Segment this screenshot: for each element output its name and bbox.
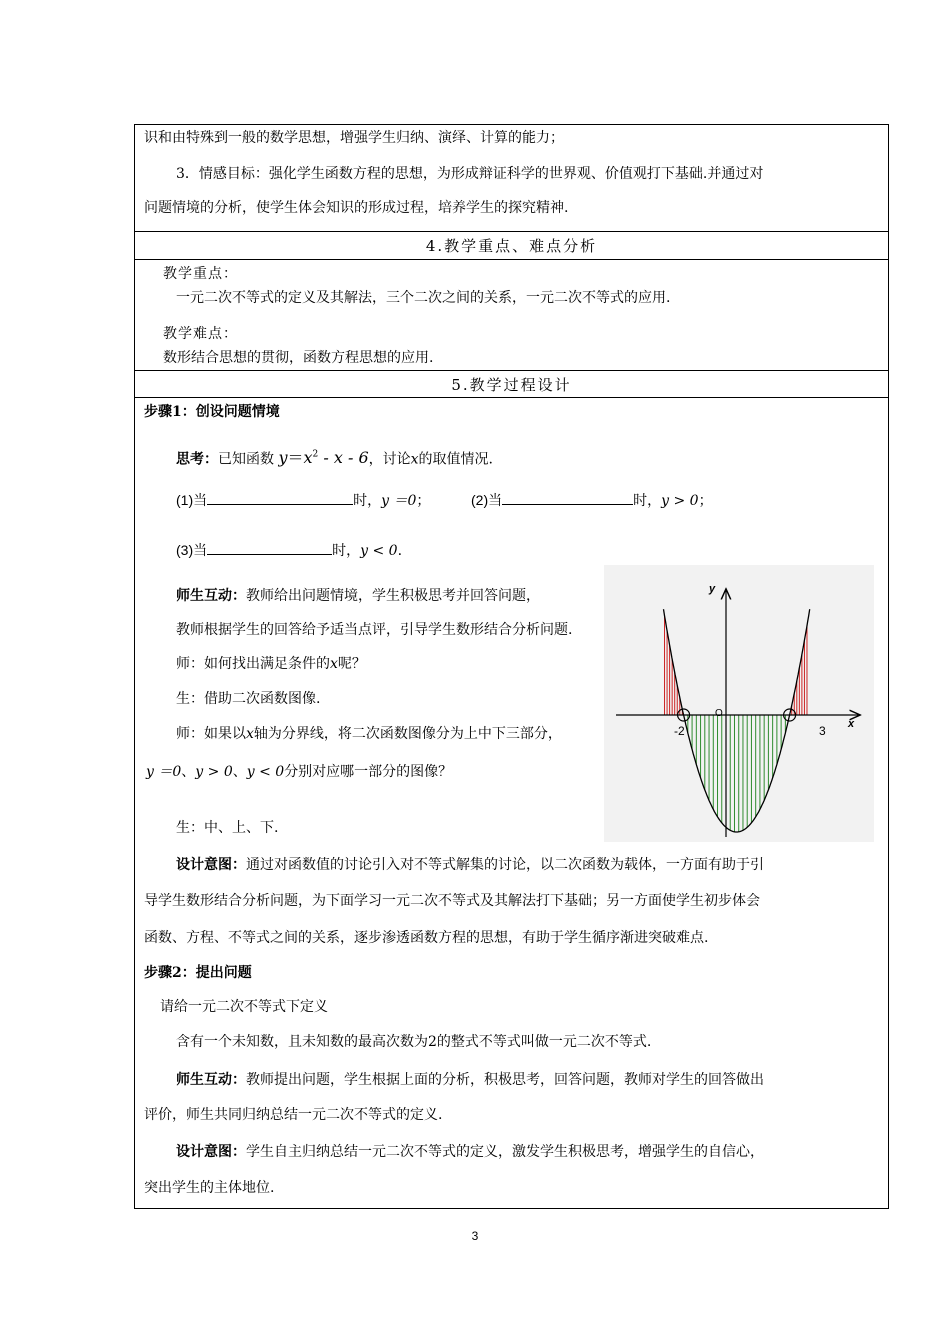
design-intent-label-2: 设计意图： [176,1144,246,1160]
formula-exponent: 2 [312,450,319,460]
tq1-post: 呢？ [337,656,366,672]
x-axis-label: x [848,718,855,730]
section-5-title: 5.教学过程设计 [451,376,572,394]
tq2-var: x [246,726,254,742]
separator: 、 [232,764,247,780]
interaction-text-2: 教师提出问题，学生根据上面的分析，积极思考，回答问题，教师对学生的回答做出 [246,1072,764,1088]
objectives-line: 问题情境的分析，使学生体会知识的形成过程，培养学生的探究精神. [144,200,569,216]
formula-eq: ＝ [287,448,304,468]
hatch-below-region [688,715,786,832]
interaction-text: 教师给出问题情境，学生积极思考并回答问题， [246,588,540,604]
tq1-pre: 师：如何找出满足条件的 [176,656,330,672]
root-left-label: -2 [674,724,685,738]
interaction-line: 教师根据学生的回答给予适当点评，引导学生数形结合分析问题. [176,622,573,638]
design-intent-label: 设计意图： [176,857,246,873]
condition-lt: y < 0 [246,764,285,780]
q3-end: . [397,543,403,559]
hatch-above-region [665,616,807,715]
answer-blank-2[interactable] [502,490,633,505]
q3-pre: (3)当 [176,542,208,558]
teacher-question-2-cont [146,762,452,782]
interaction-line-2: 评价，师生共同归纳总结一元二次不等式的定义. [144,1107,443,1123]
interaction-label: 师生互动： [176,588,246,604]
q2-condition: y > 0 [661,493,699,509]
root-right-label: 3 [819,724,826,738]
formula-x: x [303,448,313,468]
key-points-text: 一元二次不等式的定义及其解法，三个二次之间的关系，一元二次不等式的应用. [176,290,671,306]
key-points-label: 教学重点： [163,266,238,282]
tq2-pre: 师：如果以 [176,726,246,742]
question-2 [471,490,713,511]
section-4-title: 4.教学重点、难点分析 [425,237,598,255]
design-intent-line-2: 突出学生的主体地位. [144,1180,275,1196]
tq2-post: 轴为分界线，将二次函数图像分为上中下三部分， [253,726,562,742]
row-divider [134,231,889,232]
design-intent-line: 导学生数形结合分析问题，为下面学习一元二次不等式及其解法打下基础；另一方面使学生初步体会 [144,893,760,909]
condition-eq: y ＝0 [146,764,182,780]
q3-condition: y < 0 [360,543,398,559]
question-3 [176,540,402,561]
interaction-line-2 [176,1070,764,1090]
q1-end: ； [416,493,431,509]
think-label: 思考： [176,451,218,468]
q2-post: 时， [633,493,662,509]
design-intent-line-2 [176,1142,764,1162]
q1-condition: y ＝0 [381,493,417,509]
think-mid: ，讨论 [368,451,411,468]
condition-gt: y > 0 [195,764,233,780]
step-2-title: 步骤2：提出问题 [144,965,252,981]
q1-pre: (1)当 [176,492,208,508]
q2-pre: (2)当 [471,492,503,508]
answer-blank-1[interactable] [207,490,353,505]
row-divider [134,370,889,371]
row-divider [134,397,889,398]
interaction-label-2: 师生互动： [176,1072,246,1088]
question-1 [176,490,430,511]
definition-prompt: 请给一元二次不等式下定义 [160,999,328,1015]
student-answer-1: 生：借助二次函数图像. [176,691,321,707]
formula-rest: - x - 6 [318,448,369,468]
row-divider [134,259,889,260]
parabola-svg [604,565,874,842]
interaction-line [176,586,540,606]
objectives-line: 识和由特殊到一般的数学思想，增强学生归纳、演绎、计算的能力； [144,130,564,146]
design-intent-line: 函数、方程、不等式之间的关系，逐步渗透函数方程的思想，有助于学生循序渐进突破难点. [144,930,709,946]
answer-blank-3[interactable] [207,540,332,555]
separator: 、 [181,764,196,780]
step-1-title: 步骤1：创设问题情境 [144,404,280,420]
objectives-line: 3．情感目标：强化学生函数方程的思想，为形成辩证科学的世界观、价值观打下基础.并通过对 [176,166,764,182]
teacher-question-1 [176,654,366,674]
origin-label: O [715,708,723,719]
think-pre: 已知函数 [218,451,274,468]
definition-text: 含有一个未知数，且未知数的最高次数为2的整式不等式叫做一元二次不等式. [176,1034,652,1050]
design-intent-line [176,855,764,875]
difficulty-text: 数形结合思想的贯彻，函数方程思想的应用. [163,350,434,366]
design-intent-text: 通过对函数值的讨论引入对不等式解集的讨论，以二次函数为载体，一方面有助于引 [246,857,764,873]
think-var: x [410,451,419,468]
student-answer-2: 生：中、上、下. [176,820,279,836]
page-number: 3 [471,1229,479,1243]
teacher-question-2 [176,724,562,744]
think-question [176,445,493,469]
y-axis-label: y [709,583,716,595]
q2-end: ； [698,493,713,509]
q1-post: 时， [353,493,382,509]
q3-post: 时， [332,543,361,559]
formula-y: y [278,448,288,468]
parabola-graph [604,565,874,842]
tq2-end: 分别对应哪一部分的图像？ [284,764,453,780]
function-formula [278,448,368,467]
design-intent-text-2: 学生自主归纳总结一元二次不等式的定义，激发学生积极思考，增强学生的自信心， [246,1144,764,1160]
think-post: 的取值情况. [418,451,493,468]
tq1-var: x [330,656,338,672]
difficulty-label: 教学难点： [163,326,238,342]
